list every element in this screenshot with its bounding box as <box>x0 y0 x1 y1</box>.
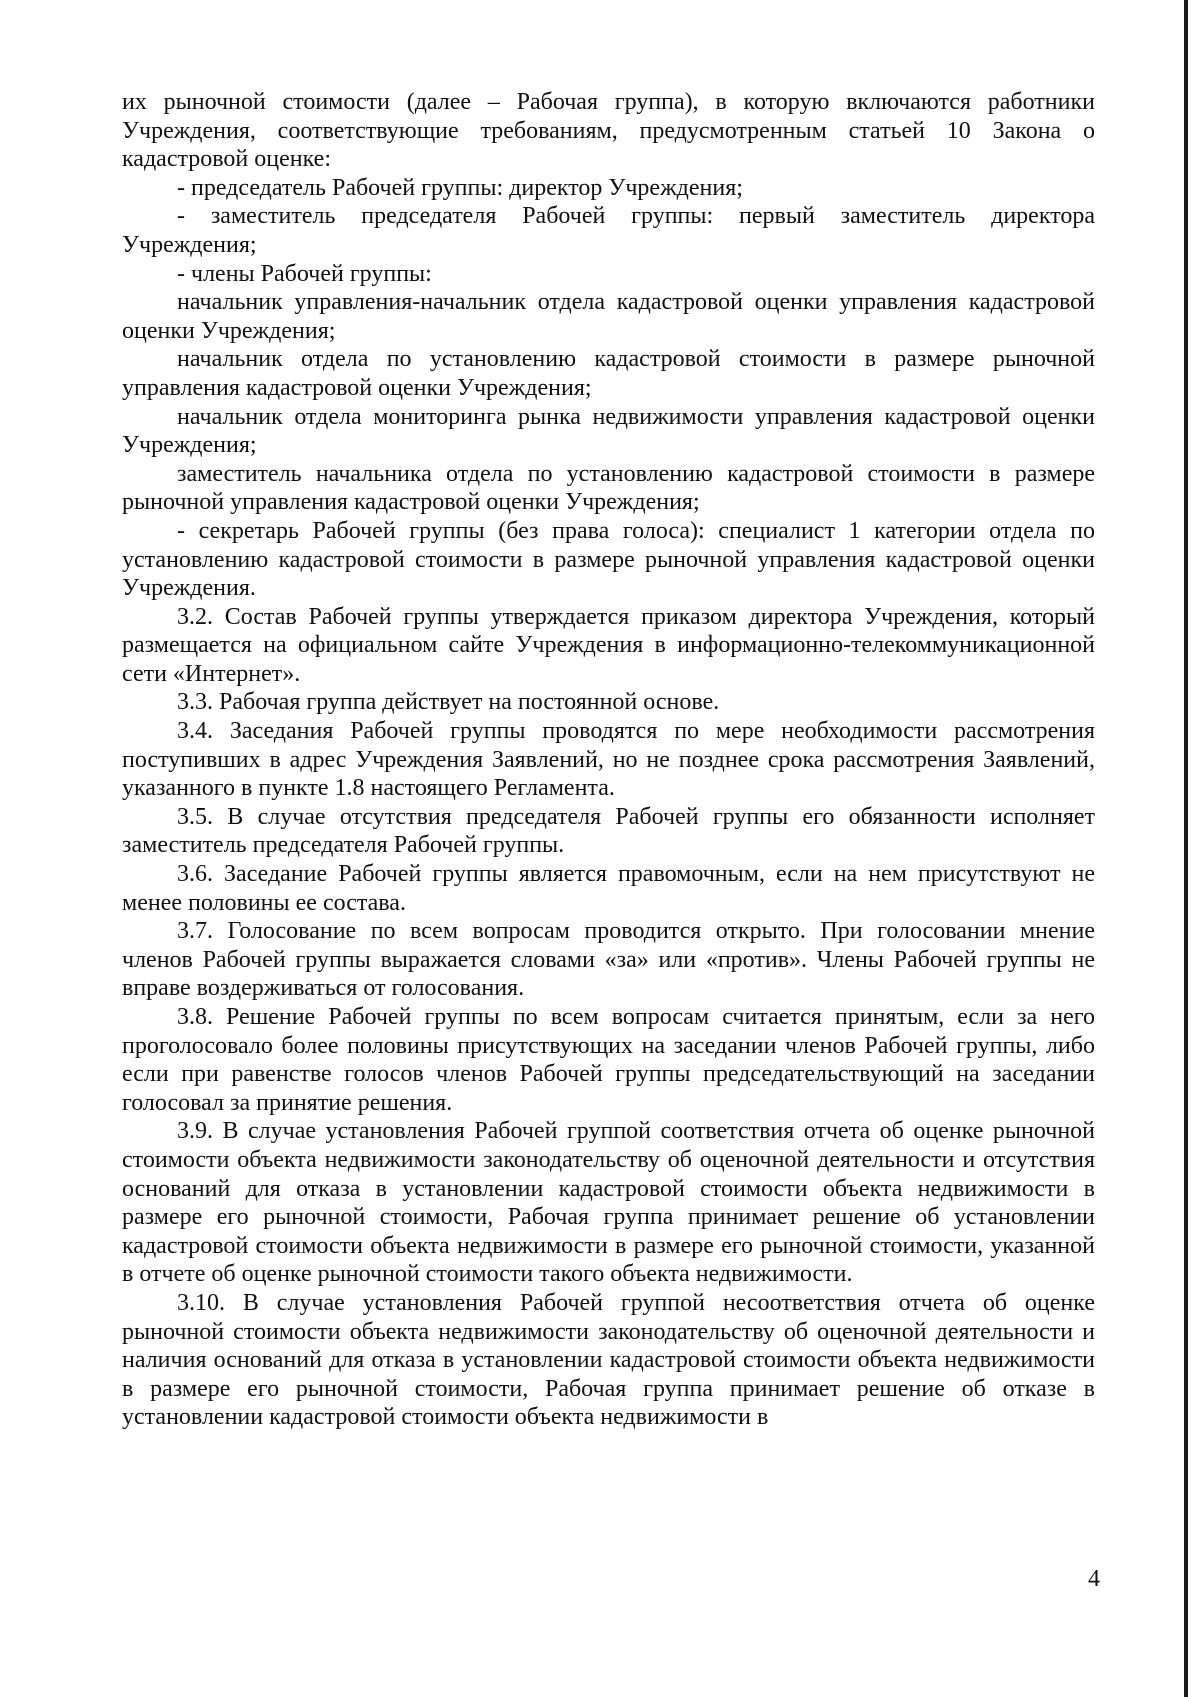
paragraph-deputy-chairman: - заместитель председателя Рабочей группы: первый заместитель директора Учреждения; <box>122 203 1095 258</box>
paragraph-3-10: 3.10. В случае установления Рабочей группой несоответствия отчета об оценке рыночной стоимости объекта недвижимости законодательству об оценочной деятельности и наличия оснований для отказа в установлении кадастровой стоимости объекта недвижимости в размере его рыночной стоимости, Рабочая группа принимает решение об отказе в установлении кадастровой стоимости объекта недвижимости в <box>122 1289 1095 1431</box>
scan-edge-line <box>1184 0 1188 1697</box>
paragraph-3-6: 3.6. Заседание Рабочей группы является правомочным, если на нем присутствуют не менее половины ее состава. <box>122 861 1095 916</box>
paragraph-3-9: 3.9. В случае установления Рабочей группой соответствия отчета об оценке рыночной стоимости объекта недвижимости законодательству об оценочной деятельности и отсутствия оснований для отказа в установлении кадастровой стоимости объекта недвижимости в размере его рыночной стоимости, Рабочая группа принимает решение об установлении кадастровой стоимости объекта недвижимости в размере его рыночной стоимости, указанной в отчете об оценке рыночной стоимости такого объекта недвижимости. <box>122 1118 1095 1288</box>
paragraph-3-4: 3.4. Заседания Рабочей группы проводятся по мере необходимости рассмотрения поступивших в адрес Учреждения Заявлений, но не позднее срока рассмотрения Заявлений, указанного в пункте 1.8 настоящего Регламента. <box>122 718 1095 802</box>
paragraph-member-1: начальник управления-начальник отдела кадастровой оценки управления кадастровой оценки Учреждения; <box>122 289 1095 344</box>
paragraph-member-3: начальник отдела мониторинга рынка недвижимости управления кадастровой оценки Учреждения; <box>122 403 1095 459</box>
paragraph-secretary: - секретарь Рабочей группы (без права голоса): специалист 1 категории отдела по установлению кадастровой стоимости в размере рыночной управления кадастровой оценки Учреждения. <box>122 517 1095 602</box>
paragraph-continuation: их рыночной стоимости (далее – Рабочая группа), в которую включаются работники Учреждения, соответствующие требованиям, предусмотренным статьей 10 Закона о кадастровой оценке: <box>122 89 1095 173</box>
paragraph-3-5: 3.5. В случае отсутствия председателя Рабочей группы его обязанности исполняет заместитель председателя Рабочей группы. <box>122 803 1095 859</box>
paragraph-member-4: заместитель начальника отдела по установлению кадастровой стоимости в размере рыночной управления кадастровой оценки Учреждения; <box>122 460 1095 516</box>
paragraph-3-8: 3.8. Решение Рабочей группы по всем вопросам считается принятым, если за него проголосовало более половины присутствующих на заседании членов Рабочей группы, либо если при равенстве голосов членов Рабочей группы председательствующий на заседании голосовал за принятие решения. <box>122 1004 1095 1116</box>
page-number: 4 <box>1088 1566 1100 1592</box>
paragraph-3-2: 3.2. Состав Рабочей группы утверждается приказом директора Учреждения, который размещается на официальном сайте Учреждения в информационно-телекоммуникационной сети «Интернет». <box>122 603 1095 687</box>
paragraph-member-2: начальник отдела по установлению кадастровой стоимости в размере рыночной управления кадастровой оценки Учреждения; <box>122 346 1095 401</box>
document-body <box>122 88 1095 1432</box>
paragraph-3-7: 3.7. Голосование по всем вопросам проводится открыто. При голосовании мнение членов Рабочей группы выражается словами «за» или «против». Члены Рабочей группы не вправе воздерживаться от голосования. <box>122 918 1095 1002</box>
paragraph-3-3: 3.3. Рабочая группа действует на постоянной основе. <box>177 689 720 716</box>
paragraph-chairman: - председатель Рабочей группы: директор Учреждения; <box>177 174 743 201</box>
paragraph-members-heading: - члены Рабочей группы: <box>177 260 432 287</box>
